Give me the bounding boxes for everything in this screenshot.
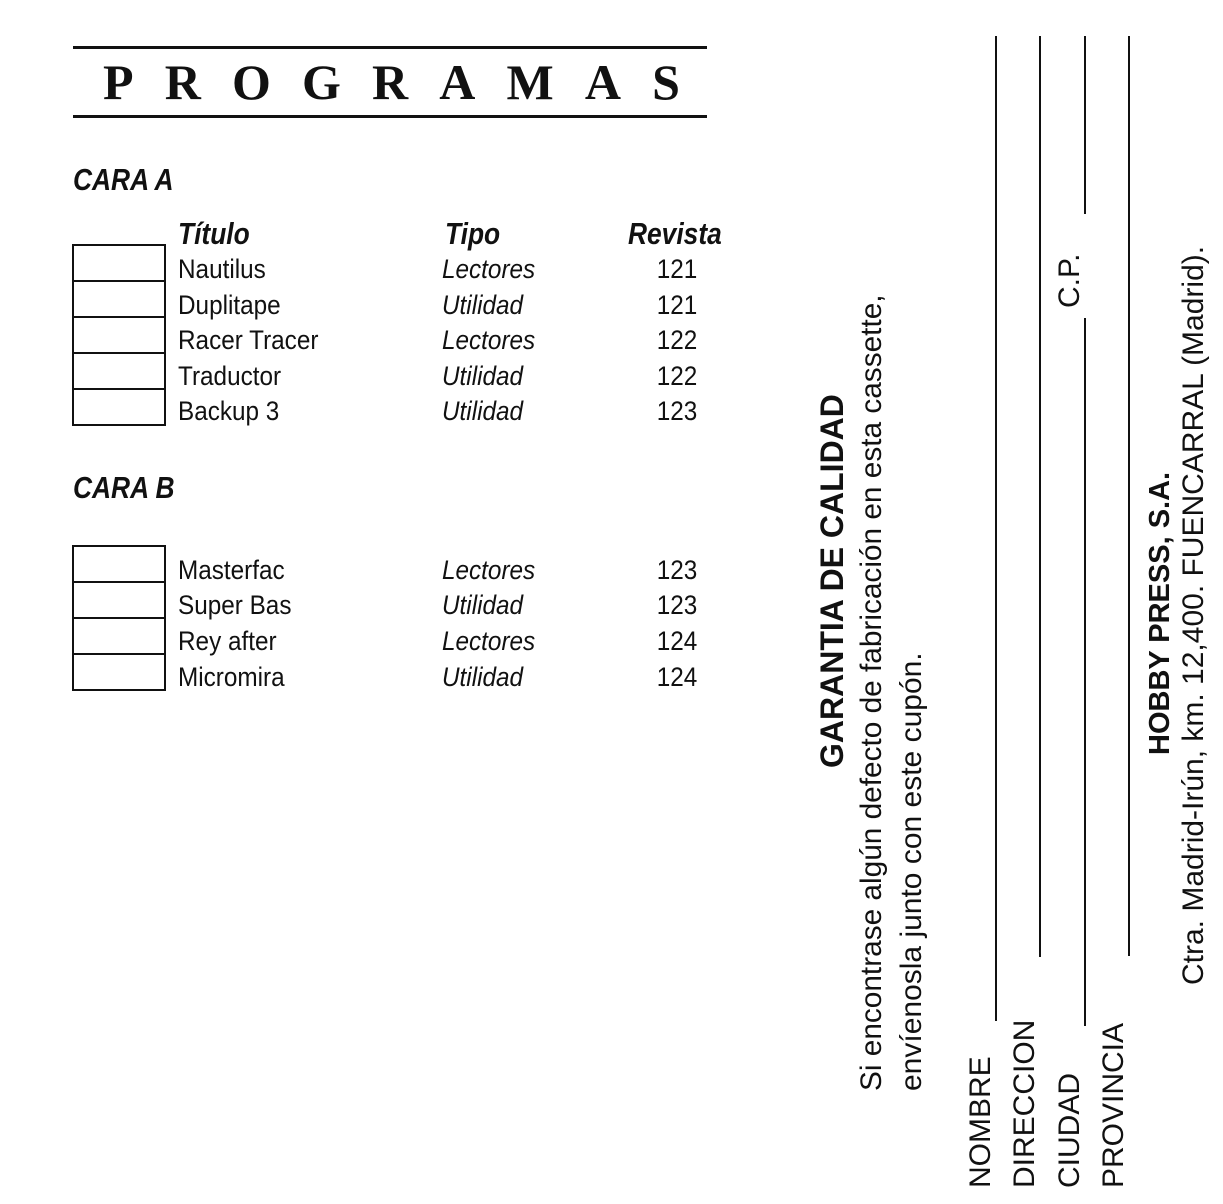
checkbox[interactable] <box>74 547 164 583</box>
title-letter: A <box>584 54 621 110</box>
nombre-label: NOMBRE <box>964 1056 997 1188</box>
title-letter: R <box>164 54 201 110</box>
program-type: Lectores <box>442 254 536 284</box>
provincia-field[interactable] <box>1128 36 1130 956</box>
program-issue: 124 <box>656 662 698 692</box>
program-issue: 121 <box>656 254 698 284</box>
checkbox[interactable] <box>74 619 164 655</box>
heading-top-rule <box>73 46 707 49</box>
program-type: Utilidad <box>442 590 524 620</box>
program-issue: 122 <box>656 325 698 355</box>
title-letter: M <box>506 54 554 110</box>
program-type: Utilidad <box>442 290 524 320</box>
title-letter: P <box>103 54 134 110</box>
program-issue: 123 <box>656 555 698 585</box>
direccion-label: DIRECCION <box>1008 1019 1041 1188</box>
checkbox[interactable] <box>74 655 164 691</box>
side-a-label: CARA A <box>73 162 174 197</box>
program-title: Super Bas <box>178 590 292 620</box>
program-type: Utilidad <box>442 361 524 391</box>
checkbox[interactable] <box>74 246 164 282</box>
program-issue: 124 <box>656 626 698 656</box>
program-type: Utilidad <box>442 396 524 426</box>
checkbox[interactable] <box>74 282 164 318</box>
checkbox[interactable] <box>74 354 164 390</box>
ciudad-label: CIUDAD <box>1053 1072 1086 1188</box>
program-title: Duplitape <box>178 290 281 320</box>
program-title: Nautilus <box>178 254 266 284</box>
coupon-title: GARANTIA DE CALIDAD <box>814 394 850 768</box>
page-title <box>73 52 707 112</box>
company-name: HOBBY PRESS, S.A. <box>1144 471 1176 755</box>
column-header-type: Tipo <box>445 216 501 251</box>
program-type: Utilidad <box>442 662 524 692</box>
program-issue: 121 <box>656 290 698 320</box>
title-letter: O <box>231 54 271 110</box>
program-title: Backup 3 <box>178 396 280 426</box>
cp-label: C.P. <box>1053 253 1086 308</box>
title-letter: A <box>439 54 476 110</box>
side-b-label: CARA B <box>73 470 175 505</box>
company-address: Ctra. Madrid-Irún, km. 12,400. FUENCARRAL (Madrid). <box>1177 245 1210 985</box>
program-type: Lectores <box>442 325 536 355</box>
side-b-checkbox-column <box>72 545 166 691</box>
coupon-body-line-2: envíenosla junto con este cupón. <box>895 652 928 1091</box>
ciudad-field[interactable] <box>1084 318 1086 1026</box>
cp-field[interactable] <box>1084 36 1086 214</box>
checkbox[interactable] <box>74 390 164 426</box>
program-issue: 122 <box>656 361 698 391</box>
checkbox[interactable] <box>74 583 164 619</box>
program-title: Traductor <box>178 361 282 391</box>
program-issue: 123 <box>656 590 698 620</box>
heading-bottom-rule <box>73 115 707 118</box>
program-type: Lectores <box>442 555 536 585</box>
coupon-body-line-1: Si encontrase algún defecto de fabricación en esta cassette, <box>855 294 888 1091</box>
program-title: Racer Tracer <box>178 325 319 355</box>
title-letter: R <box>372 54 409 110</box>
title-letter: G <box>301 54 341 110</box>
nombre-field[interactable] <box>995 36 997 1021</box>
title-letter: S <box>652 54 680 110</box>
column-header-title: Título <box>178 216 250 251</box>
column-header-issue: Revista <box>628 216 722 251</box>
checkbox[interactable] <box>74 318 164 354</box>
side-a-checkbox-column <box>72 244 166 426</box>
program-issue: 123 <box>656 396 698 426</box>
program-title: Micromira <box>178 662 285 692</box>
program-title: Rey after <box>178 626 277 656</box>
program-title: Masterfac <box>178 555 285 585</box>
program-type: Lectores <box>442 626 536 656</box>
direccion-field[interactable] <box>1039 36 1041 957</box>
provincia-label: PROVINCIA <box>1097 1022 1130 1188</box>
